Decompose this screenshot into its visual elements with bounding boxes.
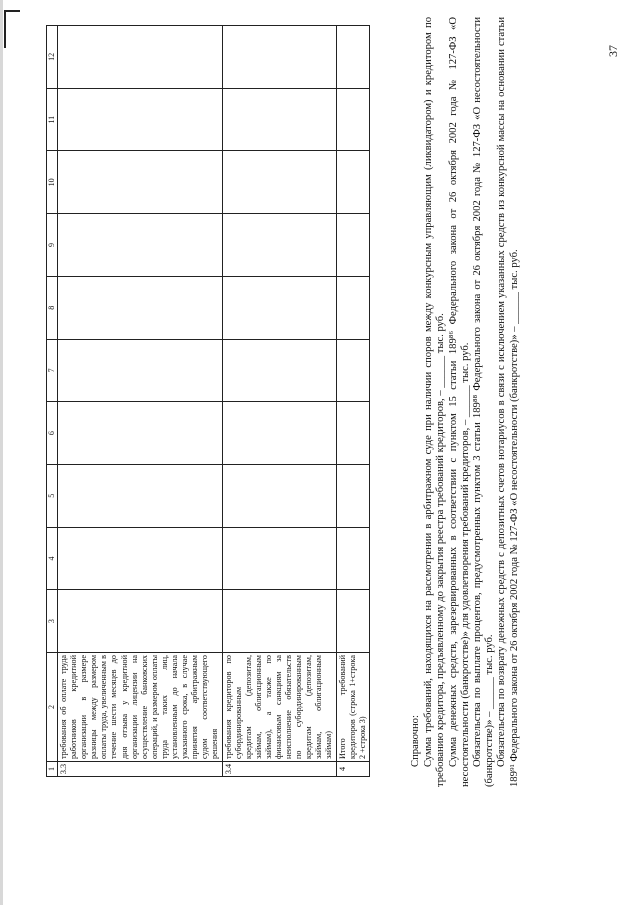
table-cell [336, 151, 369, 214]
table-cell [222, 339, 336, 402]
table-cell [336, 26, 369, 89]
table-cell [336, 402, 369, 465]
column-number: 1 [47, 762, 58, 777]
table-cell [222, 88, 336, 151]
reference-item: Обязательства по возврату денежных средств с депозитных счетов нотариусов в связи с исключением указанных средств из конкурсной массы на основании статьи 189⁹¹ Федерального закона от 26 октября 2002 года № 127-ФЗ «О несостоятельности (банкротстве)» – ______ тыс. руб. [496, 17, 520, 787]
column-number: 10 [47, 151, 58, 214]
table-cell [58, 151, 223, 214]
table-cell [58, 339, 223, 402]
column-number: 6 [47, 402, 58, 465]
table-cell [58, 464, 223, 527]
table-cell [336, 88, 369, 151]
table-cell [222, 26, 336, 89]
row-number: 4 [336, 762, 369, 777]
reference-title: Справочно: [410, 715, 421, 767]
column-number: 4 [47, 527, 58, 590]
reference-item: Сумма денежных средств, зарезервированных в соответствии с пунктом 15 статьи 189⁸⁶ Федерального закона от 26 октября 2002 года № 127-ФЗ «О несостоятельности (банкротстве)» для удовлетворения требований кредиторов, – ______ тыс. руб. [447, 17, 471, 787]
row-number: 3.3 [58, 762, 223, 777]
column-number: 9 [47, 214, 58, 277]
table-row [222, 26, 336, 777]
table-row [58, 26, 223, 777]
row-number: 3.4 [222, 762, 336, 777]
table-cell [222, 402, 336, 465]
reference-section [410, 17, 521, 787]
table-row-total [336, 26, 369, 777]
table-cell [222, 276, 336, 339]
table-cell [58, 527, 223, 590]
column-number: 7 [47, 339, 58, 402]
table-cell [58, 590, 223, 653]
table-cell [336, 590, 369, 653]
column-number: 2 [47, 653, 58, 762]
table-cell [222, 151, 336, 214]
table-cell [58, 276, 223, 339]
table-cell [222, 214, 336, 277]
column-number: 3 [47, 590, 58, 653]
table-cell [336, 464, 369, 527]
reference-item: Сумма требований, находящихся на рассмотрении в арбитражном суде при наличии споров между конкурсным управляющим (ликвидатором) и кредитором по требованию кредитора, предъявленному до закрытия реестра требований кредиторов, – ______ тыс. руб. [423, 17, 447, 787]
row-description: требования кредиторов по субординированным кредитам (депозитам, займам, облигационным займам), а также по финансовым санкциям за неисполнение обязательств по субординированным кредитам (депозитам, займам, облигационным займам) [222, 653, 336, 762]
row-description: требования об оплате труда работников кредитной организации в размере разницы между размером оплаты труда, увеличенным в течение шести месяцев до дня отзыва у кредитной организации лицензии на осуществление банковских операций, и размером оплаты труда таких лиц, установленным до начала указанного срока, в случае принятия арбитражным судом соответствующего решения [58, 653, 223, 762]
row-description: Итого требований кредиторов (строка 1+строка 2 +строка 3) [336, 653, 369, 762]
table-cell [222, 464, 336, 527]
reference-item: Обязательства по выплате процентов, предусмотренных пунктом 3 статьи 189⁸⁸ Федерального закона от 26 октября 2002 года № 127-ФЗ «О несостоятельности (банкротстве)» – ______ тыс. руб. [472, 17, 496, 787]
table-cell [58, 26, 223, 89]
register-table [46, 25, 382, 777]
table-cell [336, 527, 369, 590]
column-number: 11 [47, 88, 58, 151]
table-cell [336, 339, 369, 402]
table-cell [58, 88, 223, 151]
table-cell [222, 527, 336, 590]
table-cell [58, 402, 223, 465]
table-cell [222, 590, 336, 653]
column-number: 12 [47, 26, 58, 89]
table-cell [58, 214, 223, 277]
column-number: 5 [47, 464, 58, 527]
column-number: 8 [47, 276, 58, 339]
table-cell [336, 214, 369, 277]
table-cell [336, 276, 369, 339]
page-number: 37 [606, 45, 620, 57]
column-number-row [47, 26, 58, 777]
